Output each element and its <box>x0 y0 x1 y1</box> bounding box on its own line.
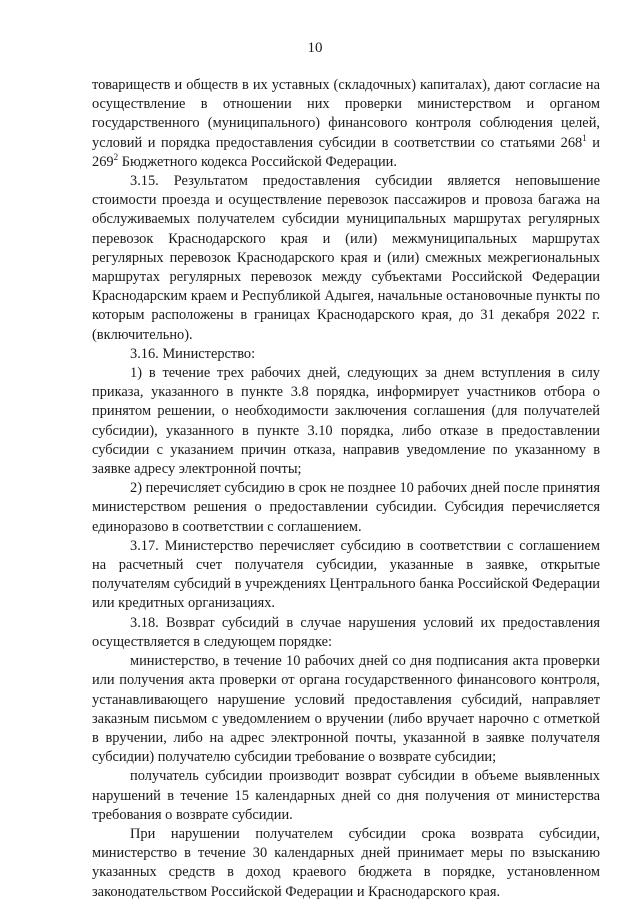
paragraph-text: Бюджетного кодекса Российской Федерации. <box>118 153 397 170</box>
footnote-superscript: 2 <box>113 152 119 163</box>
paragraph-3-16: 3.16. Министерство: <box>130 345 256 362</box>
paragraph-3-18-recipient: получатель субсидии производит возврат субсидии в объеме выявленных нарушений в течение 15 календарных дней со дня получения от министерства требования о возврате субсидии. <box>92 768 600 823</box>
paragraph-3-15: 3.15. Результатом предоставления субсидии является неповышение стоимости проезда и осуществление перевозок пассажиров и провоза багажа на обслуживаемых получателем субсидии муниципальных маршрутах регулярных перевозок Краснодарского края и (или) межмуниципальных маршрутах регулярных перевозок Краснодарского края и (или) смежных межрегиональных маршрутах регулярных перевозок между субъектами Российской Федерации Краснодарским краем и Республикой Адыгея, начальные остановочные пункты по которым расположены в границах Краснодарского края, до 31 декабря 2022 г. (включительно). <box>92 173 600 343</box>
page-number: 10 <box>307 40 323 56</box>
paragraph-3-18: 3.18. Возврат субсидий в случае нарушения условий их предоставления осуществляется в следующем порядке: <box>92 614 600 650</box>
paragraph-3-16-item-2: 2) перечисляет субсидию в срок не позднее 10 рабочих дней после принятия министерством решения о предоставлении субсидии. Субсидия перечисляется единоразово в соответствии с соглашением. <box>92 480 600 535</box>
document-body <box>92 76 600 902</box>
paragraph-text: и 269 <box>92 134 600 170</box>
paragraph-text: товариществ и обществ в их уставных (складочных) капиталах), дают согласие на осуществление в отношении них проверки министерством и органом государственного (муниципального) финансового контроля соблюдения целей, условий и порядка предоставления субсидии в соответствии со статьями 268 <box>92 77 600 151</box>
paragraph-continuation <box>92 76 600 172</box>
paragraph-3-18-ministry: министерство, в течение 10 рабочих дней со дня подписания акта проверки или получения акта проверки от органа государственного финансового контроля, устанавливающего нарушение условий предоставления субсидий, направляет заказным письмом с уведомлением о вручении (либо вручает нарочно с отметкой в вручении, либо на адрес электронной почты, указанной в заявке получателя субсидии) получателю субсидии требование о возврате субсидии; <box>92 653 600 766</box>
paragraph-3-16-item-1: 1) в течение трех рабочих дней, следующих за днем вступления в силу приказа, указанного в пункте 3.8 порядка, информирует участников отбора о принятом решении, о необходимости заключения соглашения (для получателей субсидии), указанного в пункте 3.10 порядка, либо отказе в предоставлении субсидии с указанием причин отказа, направив уведомление по указанному в заявке адресу электронной почты; <box>92 365 600 478</box>
footnote-superscript: 1 <box>582 132 587 143</box>
paragraph-3-17: 3.17. Министерство перечисляет субсидию в соответствии с соглашением на расчетный счет получателя субсидии, указанные в заявке, открытые получателям субсидий в учреждениях Центрального банка Российской Федерации или кредитных организациях. <box>92 537 600 612</box>
paragraph-3-18-violation: При нарушении получателем субсидии срока возврата субсидии, министерство в течение 30 календарных дней принимает меры по взысканию указанных средств в доход краевого бюджета в порядке, установленном законодательством Российской Федерации и Краснодарского края. <box>92 825 600 900</box>
